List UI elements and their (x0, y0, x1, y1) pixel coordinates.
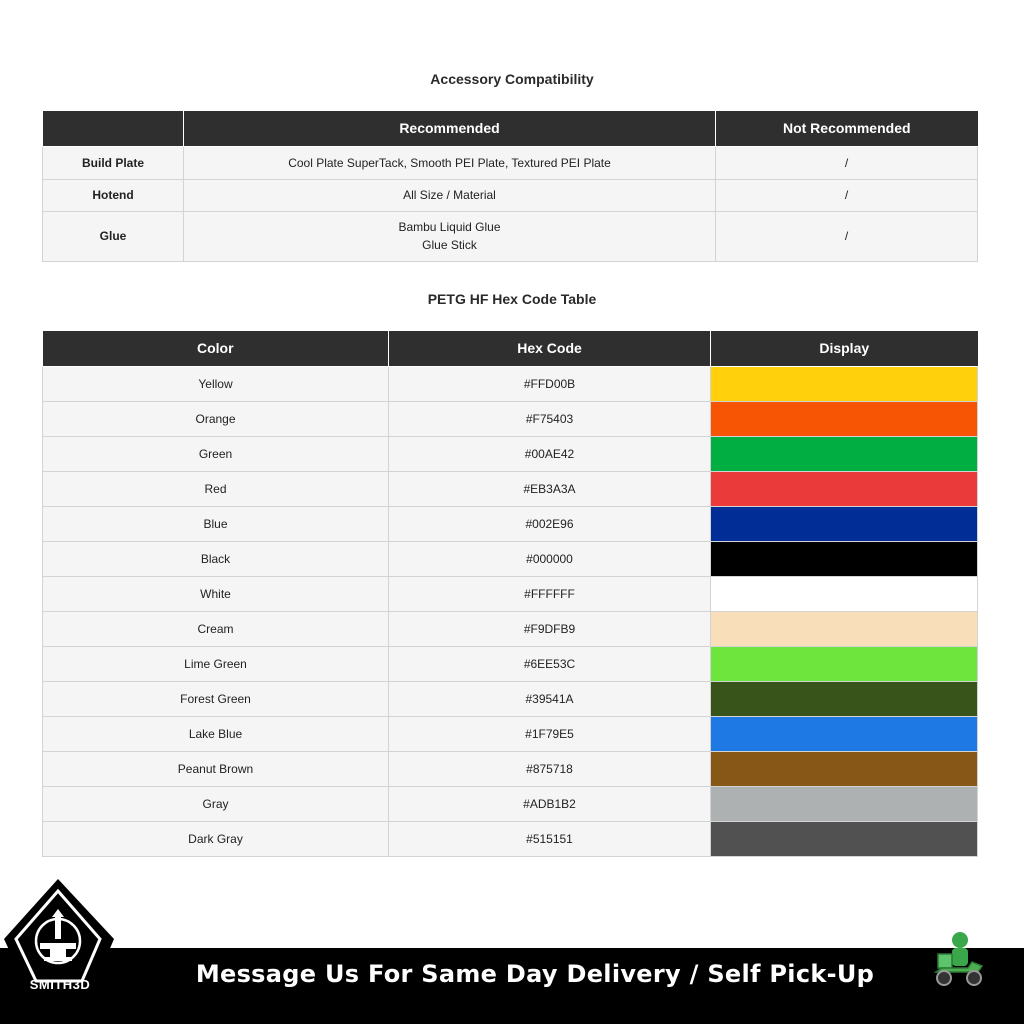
hex-row (43, 436, 978, 471)
accessory-header-row (43, 111, 978, 146)
accessory-recommended: Cool Plate SuperTack, Smooth PEI Plate, Textured PEI Plate (184, 146, 716, 179)
hex-row (43, 646, 978, 681)
accessory-row-label: Hotend (43, 179, 184, 211)
hex-row (43, 366, 978, 401)
hex-code: #FFFFFF (389, 576, 711, 611)
accessory-row-hotend (43, 179, 978, 211)
hex-header-color: Color (43, 331, 389, 366)
accessory-recommended: All Size / Material (184, 179, 716, 211)
hex-code: #002E96 (389, 506, 711, 541)
hex-row (43, 751, 978, 786)
accessory-not-recommended: / (716, 146, 978, 179)
hex-code: #515151 (389, 821, 711, 856)
accessory-not-recommended: / (716, 179, 978, 211)
color-swatch (711, 821, 978, 856)
hex-code: #F75403 (389, 401, 711, 436)
brand-name: SMITH3D (29, 977, 91, 992)
color-swatch (711, 436, 978, 471)
accessory-compatibility-table (42, 111, 978, 262)
accessory-row-label: Glue (43, 211, 184, 261)
accessory-header-recommended: Recommended (184, 111, 716, 146)
color-name: Cream (43, 611, 389, 646)
hex-row (43, 576, 978, 611)
color-name: Black (43, 541, 389, 576)
hex-code: #ADB1B2 (389, 786, 711, 821)
color-name: Forest Green (43, 681, 389, 716)
color-swatch (711, 681, 978, 716)
accessory-row-glue (43, 211, 978, 261)
accessory-row-label: Build Plate (43, 146, 184, 179)
color-swatch (711, 366, 978, 401)
color-name: Yellow (43, 366, 389, 401)
hex-table-title: PETG HF Hex Code Table (427, 291, 597, 307)
color-name: Gray (43, 786, 389, 821)
hex-code: #875718 (389, 751, 711, 786)
color-swatch (711, 471, 978, 506)
hex-code: #F9DFB9 (389, 611, 711, 646)
color-swatch (711, 506, 978, 541)
hex-code: #EB3A3A (389, 471, 711, 506)
color-swatch (711, 576, 978, 611)
hex-code: #6EE53C (389, 646, 711, 681)
hex-code: #39541A (389, 681, 711, 716)
hex-row (43, 821, 978, 856)
color-swatch (711, 401, 978, 436)
hex-code-table (42, 331, 978, 857)
color-name: Peanut Brown (43, 751, 389, 786)
hex-row (43, 786, 978, 821)
color-name: Lake Blue (43, 716, 389, 751)
color-name: Blue (43, 506, 389, 541)
color-name: White (43, 576, 389, 611)
hex-row (43, 681, 978, 716)
color-name: Lime Green (43, 646, 389, 681)
hex-header-hex-code: Hex Code (389, 331, 711, 366)
color-name: Dark Gray (43, 821, 389, 856)
hex-header-row (43, 331, 978, 366)
hex-code: #000000 (389, 541, 711, 576)
color-swatch (711, 716, 978, 751)
hex-code: #FFD00B (389, 366, 711, 401)
hex-code: #1F79E5 (389, 716, 711, 751)
accessory-recommended-item: Bambu Liquid Glue (398, 220, 501, 234)
accessory-title: Accessory Compatibility (430, 71, 594, 87)
accessory-header-blank (43, 111, 184, 146)
color-name: Green (43, 436, 389, 471)
accessory-recommended (184, 211, 716, 261)
hex-row (43, 611, 978, 646)
hex-header-display: Display (711, 331, 978, 366)
hex-row (43, 471, 978, 506)
color-swatch (711, 786, 978, 821)
hex-row (43, 506, 978, 541)
accessory-row-build-plate (43, 146, 978, 179)
accessory-recommended-item: Glue Stick (422, 238, 477, 252)
hex-row (43, 716, 978, 751)
color-name: Orange (43, 401, 389, 436)
color-name: Red (43, 471, 389, 506)
accessory-header-not-recommended: Not Recommended (716, 111, 978, 146)
color-swatch (711, 646, 978, 681)
delivery-scooter-icon (928, 928, 988, 992)
hex-row (43, 541, 978, 576)
hex-code: #00AE42 (389, 436, 711, 471)
accessory-not-recommended: / (716, 211, 978, 261)
hex-row (43, 401, 978, 436)
color-swatch (711, 751, 978, 786)
color-swatch (711, 541, 978, 576)
footer-message: Message Us For Same Day Delivery / Self Pick-Up (195, 960, 875, 988)
color-swatch (711, 611, 978, 646)
